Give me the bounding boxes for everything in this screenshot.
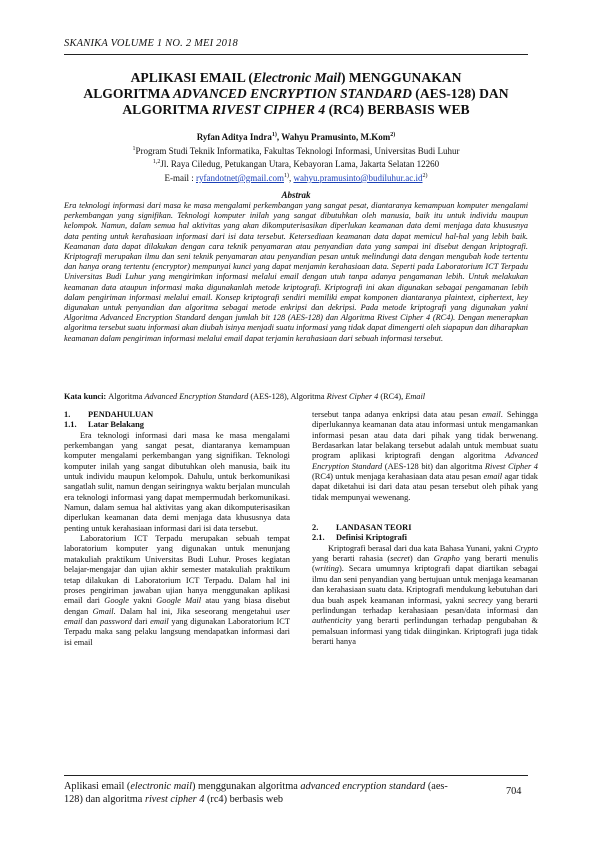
subsection-heading-2-1: 2.1. Definisi Kriptografi	[312, 533, 407, 543]
author-names: Ryfan Aditya Indra$^{1)}$, Wahyu Pramusinto, M.Kom$^{2)}$	[196, 132, 396, 142]
email-link-2[interactable]: wahyu.pramusinto@budiluhur.ac.id	[293, 172, 423, 183]
header-divider	[64, 54, 528, 55]
email-line: E-mail : ryfandotnet@gmail.com$^{1)}$, $wahyu.pramusinto@budiluhur.ac.id^{2)}$	[164, 172, 428, 183]
paragraph: Kriptografi berasal dari dua kata Bahasa Yunani, yakni Crypto yang berarti rahasia (secret) dan Grapho yang berarti menulis (writing). Secara umumnya kriptografi dapat diartikan sebagai ilmu dan seni penyandian yang bertujuan untuk menjaga keamanan dan kerahasiaan suatu data. Kriptografi mendukung kebutuhan dari dua buah aspek keamanan informasi, yakni secrecy yang berarti perlindungan terhadap kerahasiaan pesan/data informasi dan authenticity yang berarti perlindungan terhadap pengubahan & pemalsuan informasi yang tidak diinginkan. Kriptografi juga tidak berarti hanya	[312, 543, 539, 646]
paragraph: tersebut tanpa adanya enkripsi data atau pesan email. Sehingga diperlukannya keamanan data atau informasi untuk mengamankan informasi pesan atau data dari pihak yang tidak berwenang. Berdasarkan latar belakang tersebut adalah untuk membuat suatu program aplikasi kriptografi dengan algoritma Advanced Encryption Standard (AES-128 bit) dan algoritma Rivest Cipher 4 (RC4) untuk menjaga kerahasiaan data atau pesan email agar tidak dapat diketahui isi dari data atau pesan tersebut oleh pihak yang tidak mempunyai wewenang.	[312, 410, 539, 502]
paragraph: Laboratorium ICT Terpadu merupakan sebuah tempat laboratorium komputer yang digunakan untuk menunjang matakuliah praktikum Universitas Budi Luhur. Proses kegiatan belajar-mengajar dan ujian akhir semester matakuliah praktikum tetap dilakukan di Laboratorium ICT Terpadu. Dalam hal ini proses pengiriman jawaban ujian hanya menggunakan aplikasi email dari Google yakni Google Mail atau yang biasa disebut dengan Gmail. Dalam hal ini, Jika seseorang mengetahui user email dan password dari email yang digunakan Laboratorium ICT Terpadu maka sang pelaku langsung mendapatkan informasi dari isi email	[64, 534, 291, 647]
journal-header: SKANIKA VOLUME 1 NO. 2 MEI 2018	[64, 38, 238, 49]
address: $^{1,2}$Jl. Raya Ciledug, Petukangan Utara, Kebayoran Lama, Jakarta Selatan 12260	[152, 159, 440, 170]
author-block	[64, 130, 528, 184]
left-column	[64, 410, 290, 648]
section-heading-1: 1. PENDAHULUAN	[64, 410, 154, 419]
running-footer: Aplikasi email (electronic mail) menggunakan algoritma advanced encryption standard (aes-128) dan algoritma rivest cipher 4 (rc4) berbasis web	[64, 781, 448, 805]
page-number: 704	[506, 786, 522, 797]
affiliation: $^1$Program Studi Teknik Informatika, Fakultas Teknologi Informasi, Universitas Budi Luhur	[132, 145, 460, 156]
footer-divider	[64, 775, 528, 776]
keywords: Kata kunci: Algoritma Advanced Encryption Standard (AES-128), Algoritma Rivest Cipher 4 (RC4), Email	[64, 392, 426, 401]
email-link-1[interactable]: ryfandotnet@gmail.com	[195, 172, 284, 183]
paper-title: APLIKASI EMAIL (Electronic Mail) MENGGUNAKAN ALGORITMA ADVANCED ENCRYPTION STANDARD (AES-128) DAN ALGORITMA RIVEST CIPHER 4 (RC4) BERBASIS WEB	[83, 70, 509, 117]
abstract-text: Era teknologi informasi dari masa ke masa mengalami perkembangan yang sangat pesat, diantaranya kemampuan komputer mengalami perkembangan yang signifikan. Teknologi komputer inilah yang sangat dibutuhkan oleh manusia, baik itu untuk individu maupun kelompok. Namun, dalam semua hal aktivitas yang akan dikomputerisasikan diperlukan keamanan data demi menjaga data khususnya data penting untuk kerahasiaan informasi dari isi data tersebut. Ketersediaan keamanan data dapat memicul hal-hal yang lebih baik. Keamanan data dapat dilakukan dengan cara teknik penyamaran atau penyandian data yang sampai ini disebut dengan kriptografi. Kriptografi merupakan ilmu dan seni teknik penyamaran atau penyandian pesan untuk melindungi data dengan mengubah kode tertentu dan hanya orang tertentu (encryptor) mempunyai kunci yang dapat menjamin kerahasiaan data. Seperti pada Laboratorium ICT Terpadu Universitas Budi Luhur yang mengirimkan informasi melalui email dengan utuh tanpa adanya pengamanan lebih. Untuk melakukan keamanan data ataupun informasi maka digunakanlah metode kriptografi. Kriptografi ini akan digunakan sebagai pengamanan lebih dalam pengiriman informasi melalui email. Konsep kriptografi sendiri memiliki empat komponen diantaranya plaintext, ciphertext, key digunakan untuk penyandian dan algoritma sebagai metode enkripsi dan dekripsi. Pada metode kriptografi yang digunakan yakni Algoritma Advanced Encryption Standard dengan jumlah bit 128 (AES-128) dan Algoritma Rivest Cipher 4 (RC4). Dengan menerapkan algoritma tersebut suatu informasi akan diubah isinya menjadi suatu informasi yang tidak dapat dimengerti oleh siapapun dan diharapkan keamanan dalam pengiriman informasi melalui email dapat terjamin kerahasiaan dari sebuah informasi tersebut.	[64, 201, 528, 343]
abstract-heading: Abstrak	[281, 190, 311, 200]
paragraph: Era teknologi informasi dari masa ke masa mengalami perkembangan yang sangat pesat, diantaranya kemampuan komputer mengalami perkembangan yang signifikan. Teknologi komputer inilah yang sangat dibutuhkan oleh manusia, baik itu untuk individu maupun kelompok. Dahulu, untuk berkomunikasi sangatlah sulit, namun dengan seiringnya waktu berjalan munculah era teknologi informasi yang dapat mempermudah berkomunikasi. Namun, dalam semua hal aktivitas yang akan dikomputerisasikan diperlukan keamanan data demi menjaga data khususnya data penting untuk kerahasiaan informasi dari isi data tersebut.	[64, 430, 290, 533]
section-heading-2: 2. LANDASAN TEORI	[312, 523, 412, 533]
subsection-heading-1-1: 1.1. Latar Belakang	[64, 420, 144, 430]
right-column	[312, 410, 538, 647]
